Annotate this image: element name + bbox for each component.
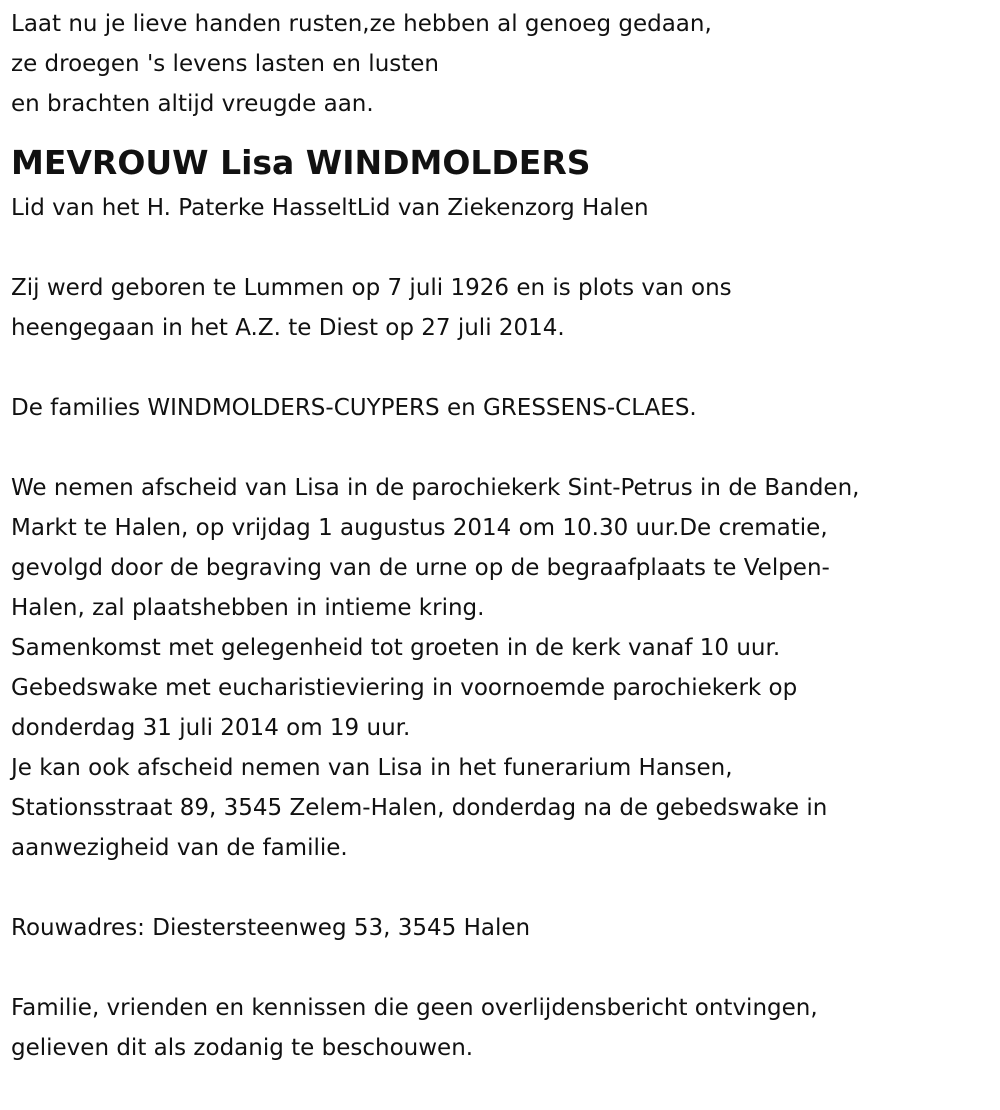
paragraph-line: aanwezigheid van de familie. — [11, 835, 348, 861]
deceased-name: MEVROUW Lisa WINDMOLDERS — [11, 143, 591, 182]
spacer — [11, 428, 996, 468]
closing-paragraph — [11, 988, 996, 1068]
paragraph-line: gelieven dit als zodanig te beschouwen. — [11, 1035, 474, 1061]
paragraph-line: Markt te Halen, op vrijdag 1 augustus 2014 om 10.30 uur.De crematie, — [11, 515, 828, 541]
paragraph-line: Je kan ook afscheid nemen van Lisa in het funerarium Hansen, — [11, 755, 733, 781]
death-notice — [11, 4, 996, 1068]
paragraph-line: heengegaan in het A.Z. te Diest op 27 juli 2014. — [11, 315, 565, 341]
spacer — [11, 348, 996, 388]
ceremony-paragraph — [11, 468, 996, 868]
poem-line: ze droegen 's levens lasten en lusten — [11, 51, 439, 77]
paragraph-line: Gebedswake met eucharistieviering in voornoemde parochiekerk op — [11, 675, 798, 701]
spacer — [11, 228, 996, 268]
paragraph-line: donderdag 31 juli 2014 om 19 uur. — [11, 715, 411, 741]
paragraph-line: Stationsstraat 89, 3545 Zelem-Halen, donderdag na de gebedswake in — [11, 795, 828, 821]
spacer — [11, 868, 996, 908]
spacer — [11, 948, 996, 988]
poem-line: Laat nu je lieve handen rusten,ze hebben al genoeg gedaan, — [11, 11, 712, 37]
paragraph-line: gevolgd door de begraving van de urne op de begraafplaats te Velpen- — [11, 555, 830, 581]
paragraph-line: Zij werd geboren te Lummen op 7 juli 1926 en is plots van ons — [11, 275, 732, 301]
poem-line: en brachten altijd vreugde aan. — [11, 91, 374, 117]
paragraph-line: Samenkomst met gelegenheid tot groeten in de kerk vanaf 10 uur. — [11, 635, 781, 661]
families: De families WINDMOLDERS-CUYPERS en GRESSENS-CLAES. — [11, 395, 697, 421]
poem — [11, 4, 996, 124]
paragraph-line: Familie, vrienden en kennissen die geen overlijdensbericht ontvingen, — [11, 995, 818, 1021]
mourning-address: Rouwadres: Diestersteenweg 53, 3545 Halen — [11, 915, 531, 941]
paragraph-line: Halen, zal plaatshebben in intieme kring. — [11, 595, 485, 621]
birth-death-paragraph — [11, 268, 996, 348]
membership: Lid van het H. Paterke HasseltLid van Ziekenzorg Halen — [11, 195, 649, 221]
paragraph-line: We nemen afscheid van Lisa in de parochiekerk Sint-Petrus in de Banden, — [11, 475, 860, 501]
